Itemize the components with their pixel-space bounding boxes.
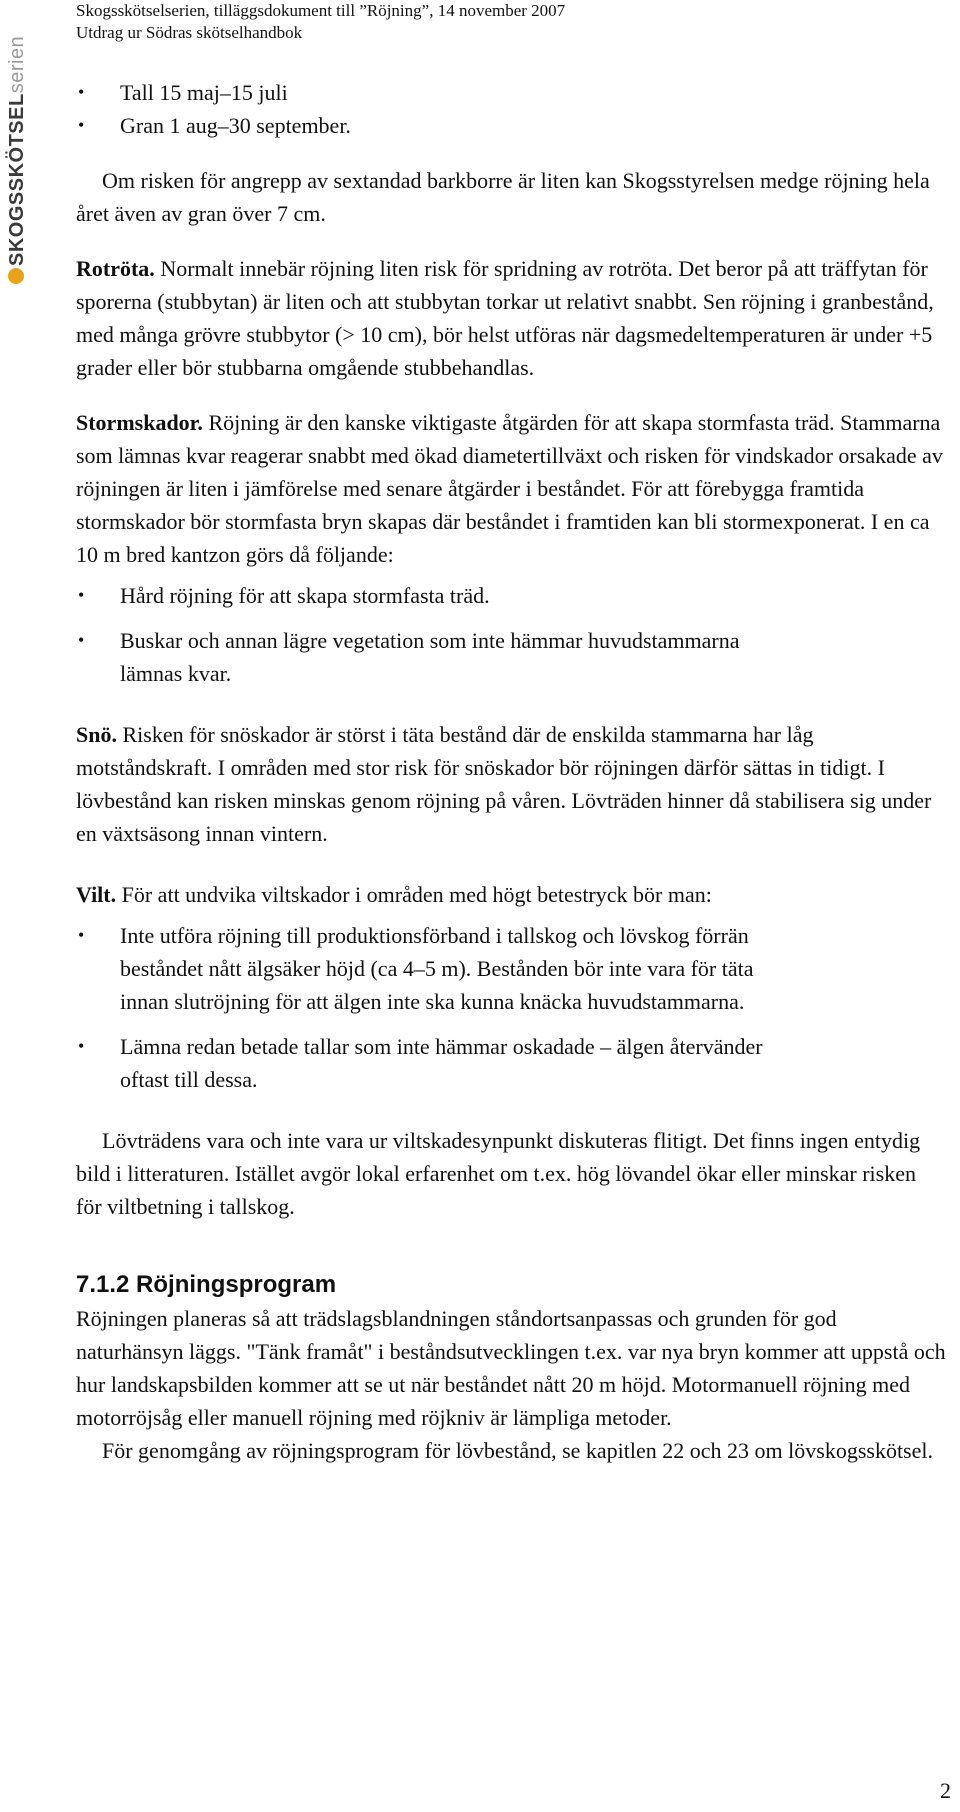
page-number: 2 bbox=[940, 1778, 951, 1803]
document-header bbox=[76, 0, 565, 44]
logo-light-text: serien bbox=[6, 35, 28, 94]
header-subtitle: Utdrag ur Södras skötselhandbok bbox=[76, 23, 303, 42]
vilt-list bbox=[76, 919, 946, 1096]
heading-vilt: Vilt. bbox=[76, 882, 117, 907]
document-body bbox=[76, 76, 946, 1467]
bullet-icon: • bbox=[78, 630, 85, 650]
paragraph-lovbestand: För genomgång av röjningsprogram för lövbestånd, se kapitlen 22 och 23 om lövskogsskötsel. bbox=[102, 1438, 933, 1463]
list-item: • Tall 15 maj–15 juli bbox=[76, 76, 946, 109]
header-title: Skogsskötselserien, tilläggsdokument till ”Röjning”, 14 november 2007 bbox=[76, 1, 566, 20]
bullet-icon: • bbox=[78, 585, 85, 605]
bullet-icon: • bbox=[78, 925, 85, 945]
paragraph-rotrota: Rotröta. Normalt innebär röjning liten risk för spridning av rotröta. Det beror på att träffytan för sporerna (stubbytan) är liten och att stubbytan torkar ut relativt snabbt. Sen röjning i granbestånd, med många grövre stubbytor (> 10 cm), bör helst utföras när dagsmedeltemperaturen är under +5 grader eller bör stubbarna omgående stubbehandlas. bbox=[76, 256, 934, 380]
logo-wordmark bbox=[6, 36, 28, 266]
storm-list bbox=[76, 579, 946, 690]
paragraph-barkborre: Om risken för angrepp av sextandad barkborre är liten kan Skogsstyrelsen medge röjning hela året även av gran över 7 cm. bbox=[76, 168, 930, 226]
paragraph-lovtrad: Lövträdens vara och inte vara ur viltskadesynpunkt diskuteras flitigt. Det finns ingen entydig bild i litteraturen. Istället avgör lokal erfarenhet om t.ex. hög lövandel ökar eller minskar risken för viltbetning i tallskog. bbox=[76, 1128, 921, 1219]
list-item: • Hård röjning för att skapa stormfasta träd. bbox=[76, 579, 860, 612]
bullet-icon: • bbox=[78, 1036, 85, 1056]
logo-bold-text: SKOGSSKÖTSEL bbox=[6, 93, 28, 266]
heading-sno: Snö. bbox=[76, 722, 117, 747]
bullet-icon: • bbox=[78, 82, 85, 102]
paragraph-rojningsprogram: Röjningen planeras så att trädslagsblandningen ståndortsanpassas och grunden för god naturhänsyn läggs. "Tänk framåt" i beståndsutvecklingen t.ex. var nya bryn kommer att uppstå och hur landskapsbilden kommer att se ut när beståndet nått 20 m höjd. Motormanuell röjning med motorröjsåg eller manuell röjning med röjkniv är lämpliga metoder. bbox=[76, 1306, 946, 1430]
list-item: • Buskar och annan lägre vegetation som inte hämmar huvudstammarna lämnas kvar. bbox=[76, 624, 760, 690]
list-item: • Inte utföra röjning till produktionsförband i tallskog och lövskog förrän beståndet nått älgsäker höjd (ca 4–5 m). Bestånden bör inte vara för täta innan slutröjning för att älgen inte ska kunna knäcka huvudstammarna. bbox=[76, 919, 800, 1018]
heading-stormskador: Stormskador. bbox=[76, 410, 203, 435]
paragraph-sno: Snö. Risken för snöskador är störst i täta bestånd där de enskilda stammarna har låg motståndskraft. I områden med stor risk för snöskador bör röjningen därför sättas in tidigt. I lövbestånd kan risken minskas genom röjning på våren. Lövträden hinner då stabilisera sig under en växtsäsong innan vintern. bbox=[76, 722, 932, 846]
section-heading: 7.1.2 Röjningsprogram bbox=[76, 1271, 337, 1298]
list-item: • Gran 1 aug–30 september. bbox=[76, 109, 946, 142]
paragraph-vilt: Vilt. För att undvika viltskador i områden med högt betestryck bör man: bbox=[76, 882, 712, 907]
paragraph-stormskador: Stormskador. Röjning är den kanske viktigaste åtgärden för att skapa stormfasta träd. Stammarna som lämnas kvar reagerar snabbt med ökad diametertillväxt och risken för vindskador orsakade av röjningen är liten i jämförelse med senare åtgärder i beståndet. För att förebygga framtida stormskador bör stormfasta bryn skapas där beståndet i framtiden kan bli stormexponerat. I en ca 10 m bred kantzon görs då följande: bbox=[76, 410, 943, 567]
bullet-icon: • bbox=[78, 115, 85, 135]
season-list bbox=[76, 76, 946, 142]
heading-rotrota: Rotröta. bbox=[76, 256, 155, 281]
logo-dot-icon bbox=[8, 268, 24, 284]
list-item: • Lämna redan betade tallar som inte hämmar oskadade – älgen återvänder oftast till dessa. bbox=[76, 1030, 800, 1096]
skogsskotsel-logo bbox=[4, 36, 28, 266]
